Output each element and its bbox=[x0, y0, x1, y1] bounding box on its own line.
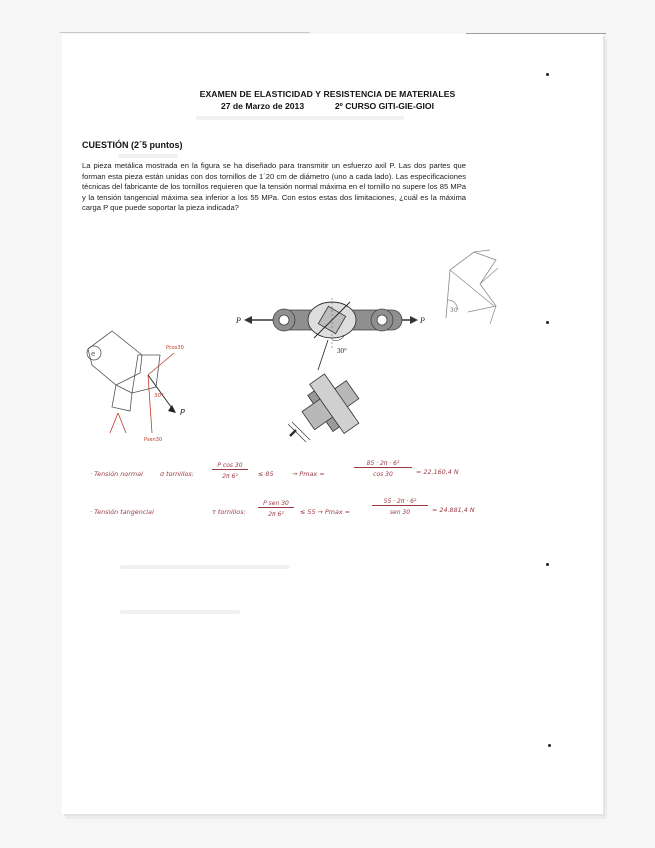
solution-shear-den2: sen 30 bbox=[389, 509, 411, 516]
solution-normal-den: 2π 6² bbox=[222, 473, 238, 480]
exam-title: EXAMEN DE ELASTICIDAD Y RESISTENCIA DE MATERIALES bbox=[199, 89, 456, 99]
solution-normal-num: P cos 30 bbox=[212, 462, 248, 470]
force-sketch bbox=[82, 325, 212, 445]
scan-dot bbox=[548, 744, 551, 747]
solution-normal-den2: cos 30 bbox=[373, 471, 393, 478]
solution-shear-ineq: ≤ 55 → Pmax = bbox=[300, 508, 351, 516]
sketch-component-sen: Psen30 bbox=[144, 437, 163, 443]
question-statement: La pieza metálica mostrada en la figura se ha diseñado para transmitir un esfuerzo axil P. Las dos partes que forman esta pieza están unidas con dos tornillos de 1´20 cm de diámetro (uno a cada lado). Las especificaciones técnicas del fabricante de los tornillos requieren que la tensión normal máxima en el tornillo no supere los 85 MPa y la tensión tangencial máxima sea inferior a los 55 MPa. Con estos estas dos limitaciones, ¿cuál es la máxima carga P que puede soportar la pieza indicada? bbox=[82, 161, 466, 213]
exam-subtitle bbox=[0, 101, 655, 111]
solution-normal-sigma: σ tornillos: bbox=[160, 470, 194, 478]
scan-dot bbox=[546, 321, 549, 324]
sketch-component-cos: Pcos30 bbox=[166, 345, 184, 351]
bar-figure bbox=[236, 298, 436, 448]
bleed-through bbox=[196, 116, 404, 120]
solution-shear-den: 2π 6² bbox=[268, 511, 284, 518]
svg-text:e: e bbox=[91, 350, 96, 358]
solution-shear-label: · Tensión tangencial bbox=[90, 508, 154, 516]
solution-shear-num2: 55 · 2π · 6² bbox=[372, 498, 428, 506]
sketch-angle-label: 30° bbox=[154, 393, 164, 399]
question-title: CUESTIÓN (2´5 puntos) bbox=[82, 140, 183, 150]
angle-label: 30° bbox=[337, 347, 347, 355]
load-label-right: P bbox=[420, 316, 425, 325]
solution-shear-result: = 24.881,4 N bbox=[432, 506, 475, 514]
solution-shear-tau: τ tornillos: bbox=[212, 508, 246, 516]
load-label-left: P bbox=[236, 316, 241, 325]
solution-normal-ineq: ≤ 85 bbox=[258, 470, 274, 478]
solution-normal-arrow: → Pmax = bbox=[292, 470, 325, 478]
bleed-through bbox=[120, 610, 240, 614]
bleed-through bbox=[118, 154, 178, 158]
solution-normal-result: = 22.160,4 N bbox=[416, 468, 459, 476]
scan-dot bbox=[546, 563, 549, 566]
solution-normal-num2: 85 · 2π · 6² bbox=[354, 460, 412, 468]
sketch-load-label: P bbox=[180, 408, 185, 417]
solution-normal-label: · Tensión normal bbox=[90, 470, 143, 478]
bleed-through bbox=[120, 565, 290, 569]
side-sketch-angle: 30 bbox=[450, 307, 458, 314]
exam-date: 27 de Marzo de 2013 bbox=[220, 101, 305, 111]
sheet-edge bbox=[60, 32, 310, 33]
exam-course: 2º CURSO GITI-GIE-GIOI bbox=[334, 101, 434, 111]
sheet-edge bbox=[466, 33, 606, 34]
scan-dot bbox=[546, 73, 549, 76]
solution-shear-num: P sen 30 bbox=[258, 500, 294, 508]
side-sketch bbox=[438, 248, 518, 338]
